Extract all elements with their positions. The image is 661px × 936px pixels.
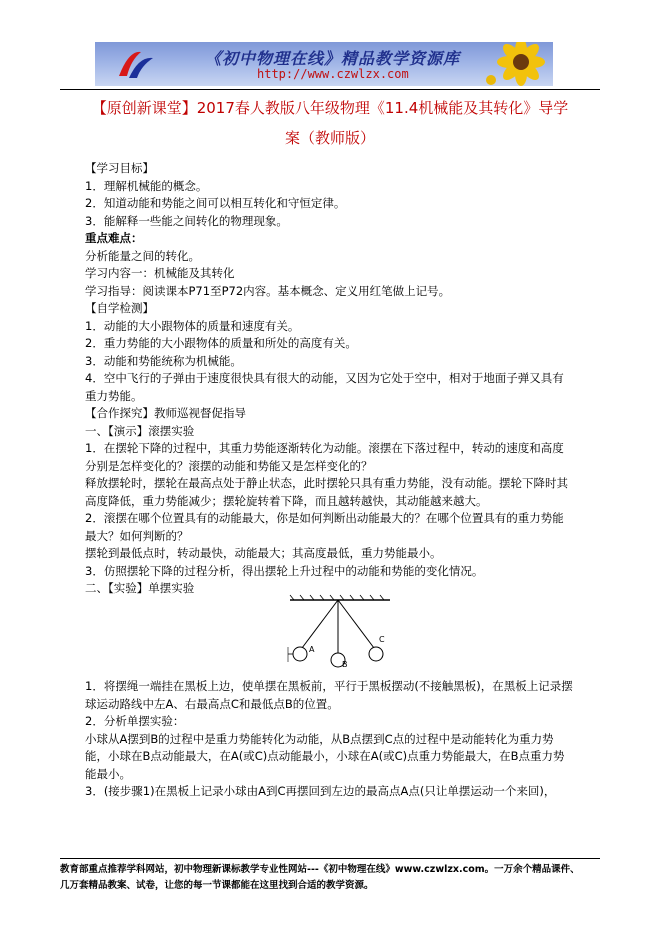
cooperative-heading: 【合作探究】教师巡视督促指导 bbox=[85, 406, 246, 420]
key-points-text: 分析能量之间的转化。 bbox=[85, 248, 200, 263]
question-3: 3．仿照摆轮下降的过程分析，得出摆轮上升过程中的动能和势能的变化情况。 bbox=[85, 563, 484, 578]
footer-rule bbox=[60, 858, 600, 859]
self-check-item: 1．动能的大小跟物体的质量和速度有关。 bbox=[85, 318, 300, 333]
experiment-steps bbox=[85, 678, 575, 801]
self-check-item: 3．动能和势能统称为机械能。 bbox=[85, 353, 242, 368]
self-check-item: 2．重力势能的大小跟物体的质量和所处的高度有关。 bbox=[85, 336, 357, 350]
study-content: 学习内容一：机械能及其转化 bbox=[85, 266, 235, 280]
objective-item: 3．能解释一些能之间转化的物理现象。 bbox=[85, 213, 288, 228]
objective-item: 1．理解机械能的概念。 bbox=[85, 178, 208, 193]
sunflower-icon bbox=[481, 42, 551, 86]
banner-url[interactable]: http://www.czwlzx.com bbox=[257, 67, 409, 81]
experiment-heading: 二、【实验】单摆实验 bbox=[85, 581, 195, 595]
answer-2: 摆轮到最低点时，转动最快，动能最大；其高度最低，重力势能最小。 bbox=[85, 546, 442, 560]
label-c: C bbox=[379, 635, 385, 644]
objectives-heading: 【学习目标】 bbox=[85, 161, 154, 175]
title-line-2: 案（教师版） bbox=[284, 129, 375, 147]
answer-1: 释放摆轮时，摆轮在最高点处于静止状态，此时摆轮只具有重力势能，没有动能。摆轮下降时其高度降低，重力势能减少；摆轮旋转着下降，而且越转越快，其动能越来越大。 bbox=[85, 476, 568, 508]
key-points-label: 重点难点： bbox=[85, 231, 143, 245]
step-2: 小球从A摆到B的过程中是重力势能转化为动能，从B点摆到C点的过程中是动能转化为重力势能，小球在B点动能最大，在A(或C)点动能最小，小球在A(或C)点重力势能最大，在B点重力势能最小。 bbox=[85, 731, 565, 781]
page-footer bbox=[60, 862, 600, 894]
title-line-1: 【原创新课堂】2017春人教版八年级物理《11.4机械能及其转化》导学 bbox=[91, 99, 569, 117]
document-body bbox=[85, 160, 575, 598]
header-banner bbox=[95, 42, 553, 86]
header-rule bbox=[60, 89, 600, 90]
pendulum-diagram bbox=[280, 592, 400, 670]
study-guide: 学习指导：阅读课本P71至P72内容。基本概念、定义用红笔做上记号。 bbox=[85, 283, 451, 298]
page-title bbox=[60, 93, 600, 153]
label-a: A bbox=[309, 645, 315, 654]
banner-title: 《初中物理在线》精品教学资源库 bbox=[205, 49, 461, 68]
objective-item: 2．知道动能和势能之间可以相互转化和守恒定律。 bbox=[85, 196, 346, 210]
label-b: B bbox=[342, 660, 348, 669]
demo-heading: 一、【演示】滚摆实验 bbox=[85, 423, 195, 438]
question-1: 1．在摆轮下降的过程中，其重力势能逐渐转化为动能。滚摆在下落过程中，转动的速度和高度分别是怎样变化的？滚摆的动能和势能又是怎样变化的？ bbox=[85, 441, 564, 473]
step-2-heading: 2．分析单摆实验： bbox=[85, 714, 185, 728]
step-3: 3．(接步骤1)在黑板上记录小球由A到C再摆回到左边的最高点A点(只让单摆运动一个来回)， bbox=[85, 784, 556, 798]
self-check-heading: 【自学检测】 bbox=[85, 301, 154, 315]
footer-line-1: 教育部重点推荐学科网站，初中物理新课标教学专业性网站---《初中物理在线》www.czwlzx.com。一万余个精品课件、 bbox=[60, 864, 580, 875]
question-2: 2．滚摆在哪个位置具有的动能最大，你是如何判断出动能最大的？在哪个位置具有的重力势能最大？如何判断的？ bbox=[85, 511, 564, 543]
footer-line-2: 几万套精品教案、试卷，让您的每一节课都能在这里找到合适的教学资源。 bbox=[60, 880, 374, 891]
step-1: 1．将摆绳一端挂在黑板上边，使单摆在黑板前，平行于黑板摆动(不接触黑板)，在黑板上记录摆球运动路线中左A、右最高点C和最低点B的位置。 bbox=[85, 679, 573, 711]
self-check-item: 4．空中飞行的子弹由于速度很快具有很大的动能，又因为它处于空中，相对于地面子弹又具有重力势能。 bbox=[85, 371, 564, 403]
logo-icon bbox=[115, 46, 155, 82]
